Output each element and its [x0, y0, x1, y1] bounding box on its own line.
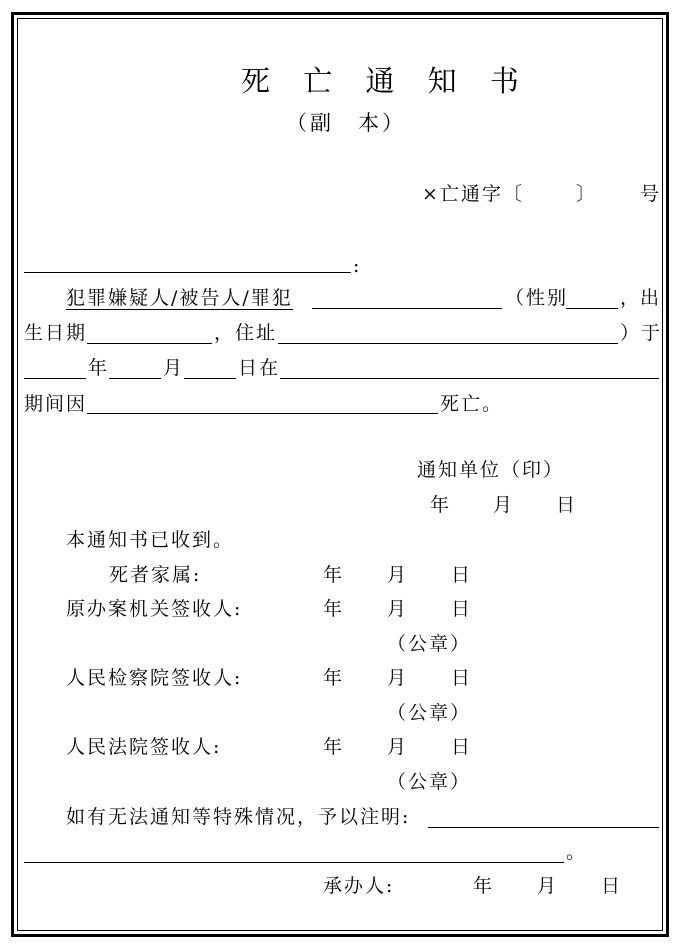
address-label: ，住址 — [214, 322, 278, 344]
procuratorate-label: 人民检察院签收人: — [66, 667, 243, 689]
comma-1: ， — [620, 287, 642, 309]
family-year: 年 — [323, 564, 345, 586]
doc-number-suffix: 号 — [640, 183, 662, 205]
handler-year: 年 — [473, 875, 495, 897]
procuratorate-month: 月 — [387, 667, 409, 689]
original-org-year: 年 — [323, 598, 345, 620]
original-org-month: 月 — [387, 598, 409, 620]
special-situation-field-1[interactable] — [428, 827, 659, 828]
gender-open: （性别 — [505, 287, 569, 309]
handler-day: 日 — [601, 875, 623, 897]
receipt-intro: 本通知书已收到。 — [66, 529, 235, 551]
died-label: 死亡。 — [440, 393, 504, 415]
handler-label: 承办人: — [323, 875, 395, 897]
issuer-date: 年 月 日 — [430, 494, 578, 516]
family-month: 月 — [387, 564, 409, 586]
handler-month: 月 — [537, 875, 559, 897]
special-situation-label: 如有无法通知等特殊情况，予以注明: — [66, 806, 411, 828]
death-year-field[interactable] — [24, 378, 86, 379]
death-cause-field[interactable] — [87, 413, 438, 414]
inner-border — [17, 18, 663, 931]
death-place-field[interactable] — [280, 378, 659, 379]
birth-date-field[interactable] — [87, 343, 212, 344]
procuratorate-year: 年 — [323, 667, 345, 689]
court-day: 日 — [451, 736, 473, 758]
period-cause-label: 期间因 — [24, 393, 88, 415]
document-title: 死 亡 通 知 书 — [241, 64, 531, 98]
court-year: 年 — [323, 736, 345, 758]
family-day: 日 — [451, 564, 473, 586]
court-month: 月 — [387, 736, 409, 758]
original-org-label: 原办案机关签收人: — [66, 598, 243, 620]
death-month-field[interactable] — [109, 378, 161, 379]
gender-field[interactable] — [566, 308, 618, 309]
recipient-field[interactable] — [24, 272, 351, 273]
special-situation-field-2[interactable] — [24, 862, 564, 863]
death-day-field[interactable] — [184, 378, 236, 379]
family-label: 死者家属: — [109, 564, 202, 586]
address-field[interactable] — [278, 343, 618, 344]
doc-number-close: 〕 — [576, 183, 598, 205]
name-field[interactable] — [312, 308, 502, 309]
court-label: 人民法院签收人: — [66, 736, 222, 758]
recipient-colon: : — [353, 255, 362, 277]
procuratorate-seal: （公章） — [387, 702, 472, 724]
document-subtitle: （副 本） — [286, 111, 406, 135]
year-label: 年 — [88, 357, 110, 379]
doc-number-prefix: ×亡通字〔 — [422, 183, 524, 205]
original-org-seal: （公章） — [387, 633, 472, 655]
birth-date-label: 生日期 — [24, 322, 88, 344]
issuer-seal-label: 通知单位（印） — [417, 459, 565, 481]
special-end-period: 。 — [566, 841, 588, 863]
original-org-day: 日 — [451, 598, 473, 620]
month-label: 月 — [163, 357, 185, 379]
roles-label: 犯罪嫌疑人/被告人/罪犯 — [66, 287, 293, 309]
court-seal: （公章） — [387, 771, 472, 793]
birth-wrap-char: 出 — [640, 287, 662, 309]
paren-close-yu: ）于 — [620, 322, 663, 344]
procuratorate-day: 日 — [451, 667, 473, 689]
day-at-label: 日在 — [238, 357, 281, 379]
